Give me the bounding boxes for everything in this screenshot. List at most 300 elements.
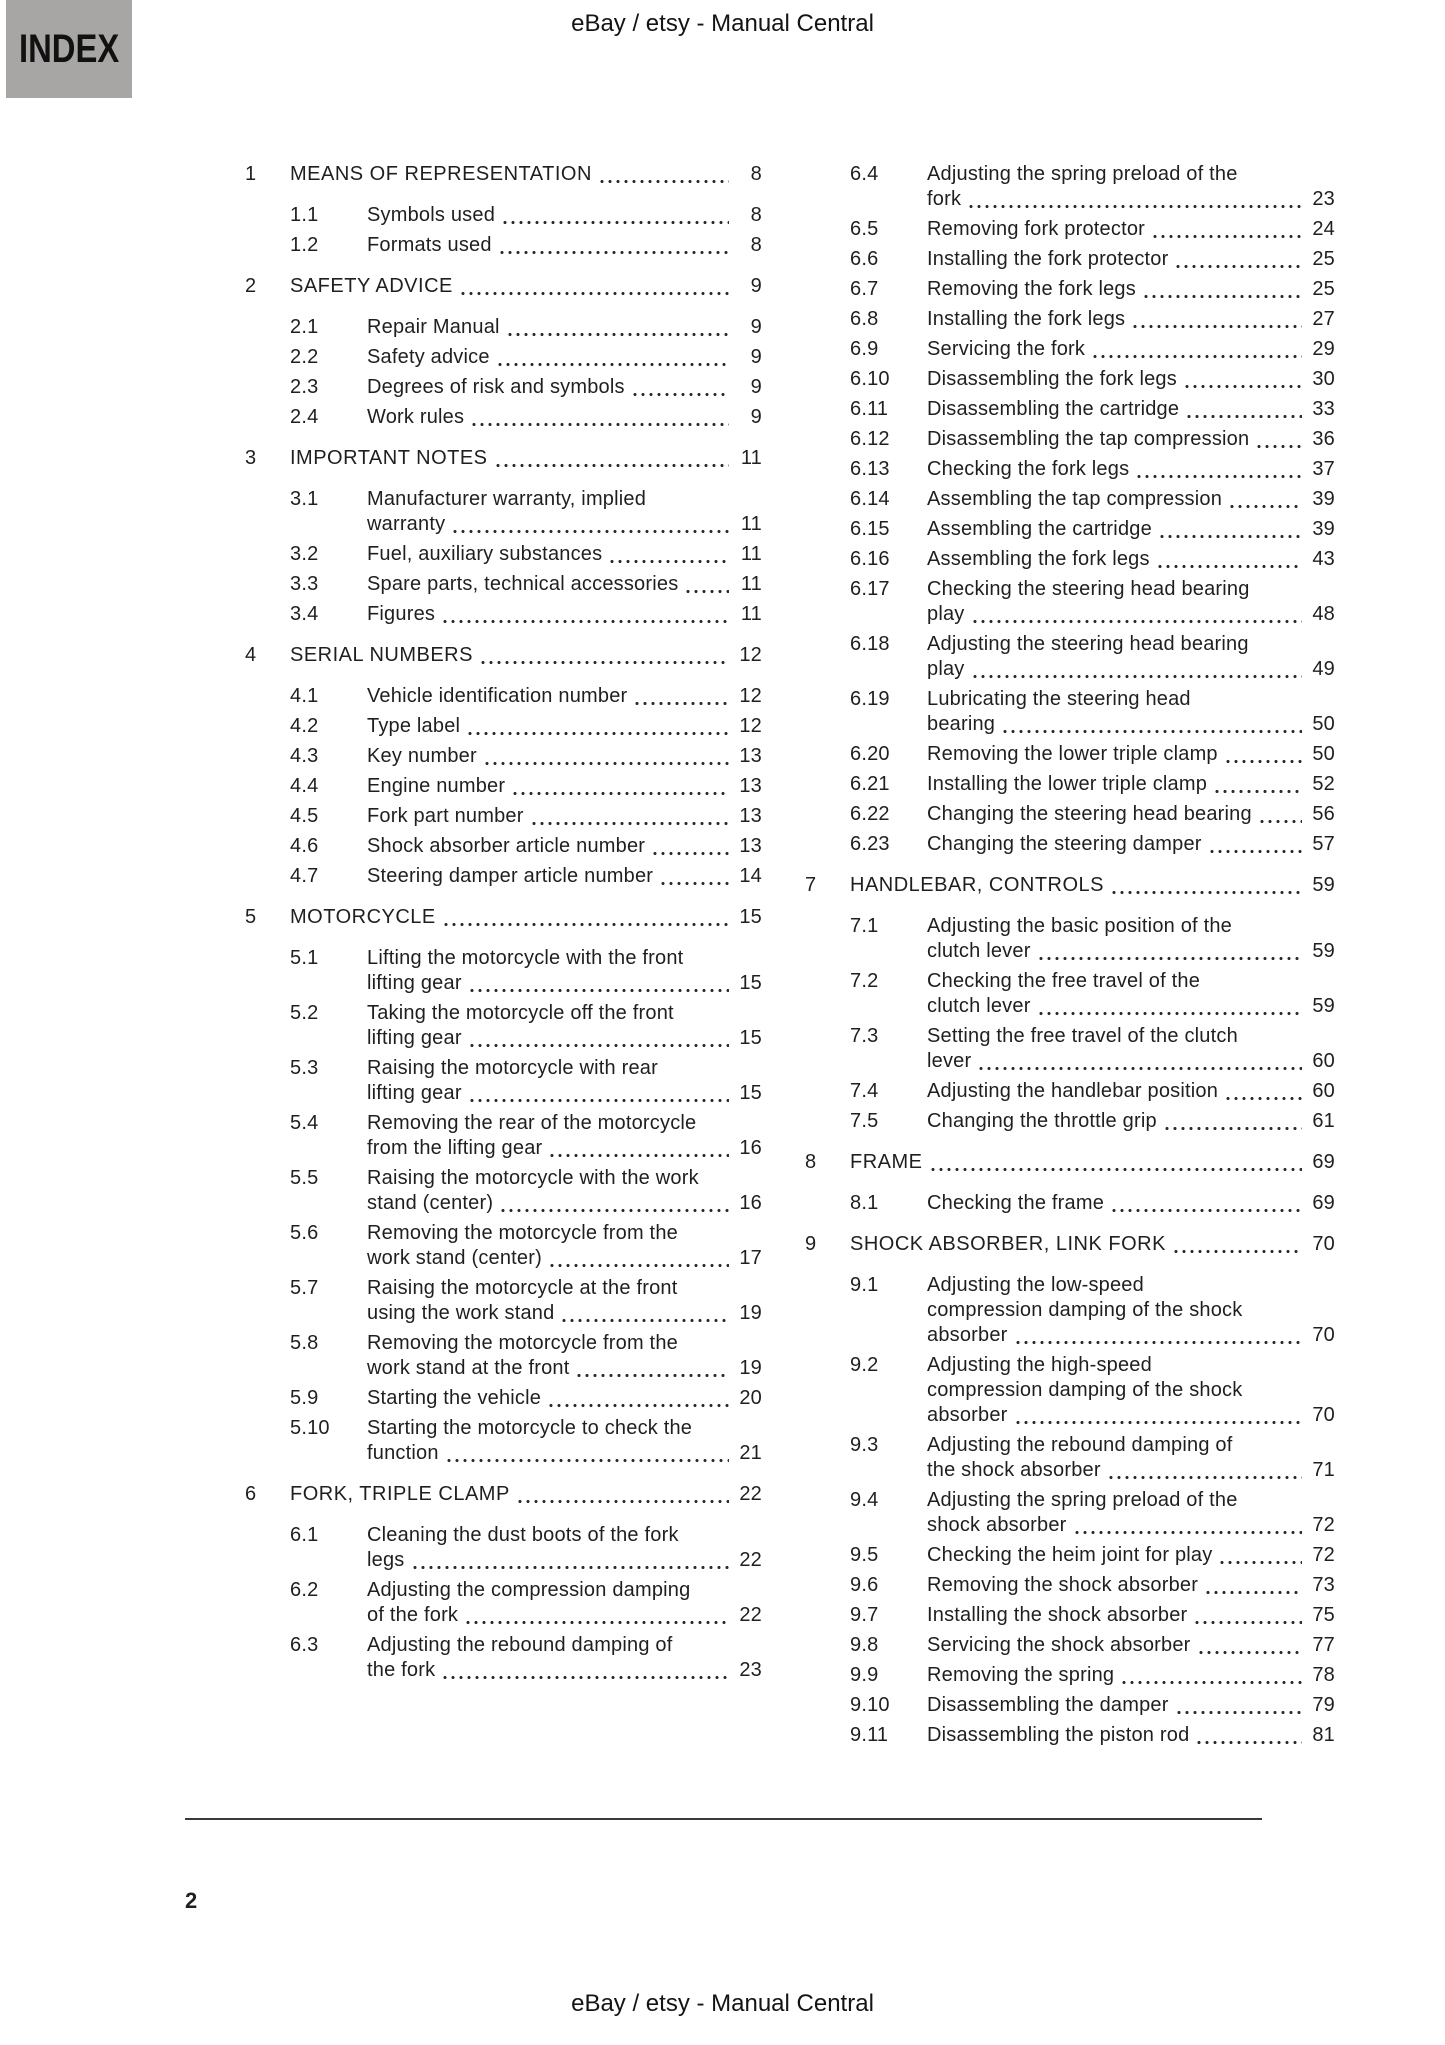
- entry-last-line: [367, 203, 762, 228]
- entry-title: bearing: [927, 713, 996, 735]
- entry-title: HANDLEBAR, CONTROLS: [850, 874, 1104, 896]
- dot-leader: [479, 660, 729, 665]
- entry-last-line: [927, 487, 1335, 512]
- entry-last-line: [290, 446, 762, 471]
- entry-page: 48: [1312, 603, 1335, 625]
- entry-last-line: [367, 405, 762, 430]
- entry-page: 50: [1312, 743, 1335, 765]
- entry-title: the shock absorber: [927, 1459, 1101, 1481]
- entry-body: [927, 1109, 1335, 1134]
- header-title: eBay / etsy - Manual Central: [571, 10, 874, 37]
- toc-entry: [245, 1386, 762, 1411]
- entry-last-line: [927, 217, 1335, 242]
- toc-entry: [245, 804, 762, 829]
- toc-entry: [805, 1543, 1335, 1568]
- entry-number: 6.9: [850, 338, 879, 360]
- entry-title-line: Adjusting the low-speed: [927, 1274, 1144, 1296]
- entry-page: 77: [1312, 1634, 1335, 1656]
- entry-page: 11: [740, 513, 762, 535]
- footer-title: eBay / etsy - Manual Central: [571, 1990, 874, 2017]
- entry-last-line: [927, 397, 1335, 422]
- entry-number: 6.13: [850, 458, 890, 480]
- entry-body: [367, 203, 762, 228]
- entry-number: 4.3: [290, 745, 319, 767]
- entry-body: [927, 687, 1335, 737]
- dot-leader: [459, 291, 729, 296]
- entry-body: [290, 274, 762, 299]
- dot-leader: [1218, 1560, 1302, 1565]
- entry-last-line: [927, 1049, 1335, 1074]
- toc-entry: [805, 914, 1335, 964]
- toc-entry: [245, 203, 762, 228]
- entry-number: 7.5: [850, 1110, 879, 1132]
- entry-page: 12: [739, 644, 762, 666]
- entry-page: 49: [1312, 658, 1335, 680]
- entry-title-line: Adjusting the basic position of the: [927, 915, 1232, 937]
- entry-number: 2.3: [290, 376, 319, 398]
- entry-body: [927, 397, 1335, 422]
- entry-page: 39: [1312, 488, 1335, 510]
- toc-entry: [245, 1001, 762, 1051]
- entry-last-line: [927, 1513, 1335, 1538]
- entry-number: 5.8: [290, 1332, 319, 1354]
- entry-title-line: Setting the free travel of the clutch: [927, 1025, 1238, 1047]
- entry-last-line: [367, 1136, 762, 1161]
- entry-title: Fork part number: [367, 805, 524, 827]
- entry-body: [927, 577, 1335, 627]
- dot-leader: [977, 1066, 1302, 1071]
- toc-entry: [245, 1221, 762, 1271]
- toc-entry: [245, 946, 762, 996]
- entry-title: clutch lever: [927, 995, 1031, 1017]
- entry-title: work stand (center): [367, 1247, 542, 1269]
- entry-title: shock absorber: [927, 1514, 1067, 1536]
- entry-body: [367, 946, 762, 996]
- toc-entry: [245, 542, 762, 567]
- dot-leader: [1258, 819, 1302, 824]
- dot-leader: [1142, 294, 1302, 299]
- entry-number: 5.6: [290, 1222, 319, 1244]
- entry-last-line: [927, 657, 1335, 682]
- entry-page: 12: [739, 685, 762, 707]
- dot-leader: [651, 851, 729, 856]
- entry-body: [927, 1488, 1335, 1538]
- entry-title: function: [367, 1442, 439, 1464]
- entry-last-line: [367, 714, 762, 739]
- entry-page: 81: [1312, 1724, 1335, 1746]
- entry-page: 15: [739, 1082, 762, 1104]
- entry-body: [927, 742, 1335, 767]
- entry-number: 6.1: [290, 1524, 319, 1546]
- toc-entry: [805, 742, 1335, 767]
- entry-body: [367, 1221, 762, 1271]
- entry-title: Assembling the cartridge: [927, 518, 1152, 540]
- toc-entry: [245, 1331, 762, 1381]
- entry-body: [927, 1723, 1335, 1748]
- entry-title: play: [927, 658, 965, 680]
- entry-last-line: [927, 1323, 1335, 1348]
- entry-last-line: [927, 1543, 1335, 1568]
- entry-number: 6.2: [290, 1579, 319, 1601]
- dot-leader: [1091, 354, 1302, 359]
- entry-body: [367, 315, 762, 340]
- entry-title: lifting gear: [367, 1027, 462, 1049]
- dot-leader: [547, 1403, 729, 1408]
- dot-leader: [501, 220, 729, 225]
- entry-title: Installing the lower triple clamp: [927, 773, 1208, 795]
- toc-entry: [805, 1488, 1335, 1538]
- entry-title: absorber: [927, 1404, 1008, 1426]
- entry-last-line: [927, 187, 1335, 212]
- entry-page: 16: [739, 1192, 762, 1214]
- dot-leader: [1110, 1208, 1302, 1213]
- toc-entry: [805, 1273, 1335, 1348]
- entry-body: [927, 457, 1335, 482]
- toc-entry: [245, 572, 762, 597]
- dot-leader: [1014, 1340, 1302, 1345]
- entry-title: using the work stand: [367, 1302, 555, 1324]
- entry-body: [290, 162, 762, 187]
- entry-last-line: [927, 1723, 1335, 1748]
- entry-page: 57: [1312, 833, 1335, 855]
- toc-entry: [245, 1056, 762, 1106]
- dot-leader: [1037, 1011, 1302, 1016]
- entry-last-line: [850, 1232, 1335, 1257]
- toc-entry: [805, 1353, 1335, 1428]
- entry-title: Removing the fork legs: [927, 278, 1136, 300]
- entry-page: 60: [1312, 1050, 1335, 1072]
- dot-leader: [1172, 1249, 1302, 1254]
- entry-body: [927, 307, 1335, 332]
- entry-page: 59: [1312, 940, 1335, 962]
- entry-page: 75: [1312, 1604, 1335, 1626]
- dot-leader: [971, 674, 1303, 679]
- entry-body: [927, 337, 1335, 362]
- entry-body: [927, 1024, 1335, 1074]
- toc-entry: [805, 397, 1335, 422]
- entry-title: stand (center): [367, 1192, 494, 1214]
- dot-leader: [516, 1499, 729, 1504]
- entry-title: Disassembling the tap compression: [927, 428, 1250, 450]
- toc-entry: [245, 315, 762, 340]
- entry-body: [367, 1056, 762, 1106]
- entry-number: 9.8: [850, 1634, 879, 1656]
- entry-number: 9.5: [850, 1544, 879, 1566]
- entry-title: Key number: [367, 745, 477, 767]
- toc-entry: [245, 1523, 762, 1573]
- entry-page: 19: [739, 1302, 762, 1324]
- entry-page: 70: [1312, 1404, 1335, 1426]
- entry-last-line: [927, 742, 1335, 767]
- entry-number: 1: [245, 163, 257, 185]
- dot-leader: [1001, 729, 1302, 734]
- dot-leader: [494, 463, 729, 468]
- entry-number: 6.6: [850, 248, 879, 270]
- entry-last-line: [927, 772, 1335, 797]
- entry-number: 9.1: [850, 1274, 879, 1296]
- entry-body: [290, 905, 762, 930]
- entry-number: 6: [245, 1483, 257, 1505]
- entry-last-line: [850, 873, 1335, 898]
- toc-entry: [805, 1191, 1335, 1216]
- entry-number: 9.11: [850, 1724, 889, 1746]
- entry-title: Steering damper article number: [367, 865, 654, 887]
- entry-number: 6.3: [290, 1634, 319, 1656]
- entry-page: 19: [739, 1357, 762, 1379]
- toc-entry: [805, 1573, 1335, 1598]
- entry-body: [367, 1578, 762, 1628]
- dot-leader: [1195, 1740, 1302, 1745]
- entry-last-line: [927, 802, 1335, 827]
- entry-page: 11: [740, 573, 762, 595]
- entry-body: [927, 832, 1335, 857]
- dot-leader: [468, 1043, 729, 1048]
- entry-page: 21: [739, 1442, 762, 1464]
- entry-body: [367, 1386, 762, 1411]
- toc-entry: [805, 1663, 1335, 1688]
- entry-last-line: [367, 1658, 762, 1683]
- entry-number: 2.4: [290, 406, 319, 428]
- entry-last-line: [927, 712, 1335, 737]
- dot-leader: [466, 731, 729, 736]
- entry-last-line: [367, 1026, 762, 1051]
- entry-page: 9: [750, 376, 762, 398]
- entry-title: Checking the heim joint for play: [927, 1544, 1213, 1566]
- entry-title: Disassembling the damper: [927, 1694, 1169, 1716]
- entry-number: 6.17: [850, 578, 890, 600]
- entry-title: Safety advice: [367, 346, 490, 368]
- dot-leader: [1107, 1475, 1302, 1480]
- entry-last-line: [367, 684, 762, 709]
- entry-number: 4: [245, 644, 257, 666]
- entry-number: 5.1: [290, 947, 319, 969]
- toc-column-right: [805, 162, 1335, 1748]
- entry-title-line: Removing the motorcycle from the: [367, 1222, 678, 1244]
- entry-title: work stand at the front: [367, 1357, 570, 1379]
- entry-number: 7.2: [850, 970, 879, 992]
- entry-page: 52: [1312, 773, 1335, 795]
- entry-number: 5: [245, 906, 257, 928]
- entry-title-line: Adjusting the steering head bearing: [927, 633, 1249, 655]
- entry-last-line: [927, 337, 1335, 362]
- page-number: 2: [185, 1888, 198, 1913]
- entry-page: 13: [739, 775, 762, 797]
- entry-body: [927, 367, 1335, 392]
- entry-number: 5.5: [290, 1167, 319, 1189]
- entry-title: the fork: [367, 1659, 436, 1681]
- footer-divider: [185, 1818, 1262, 1820]
- entry-title: Installing the fork protector: [927, 248, 1169, 270]
- entry-page: 39: [1312, 518, 1335, 540]
- toc-entry: [805, 1633, 1335, 1658]
- entry-number: 5.9: [290, 1387, 319, 1409]
- entry-title: fork: [927, 188, 962, 210]
- toc-entry: [805, 632, 1335, 682]
- entry-number: 6.21: [850, 773, 890, 795]
- entry-number: 8.1: [850, 1192, 879, 1214]
- entry-body: [367, 684, 762, 709]
- toc-entry: [805, 1150, 1335, 1175]
- entry-number: 6.16: [850, 548, 890, 570]
- entry-title-line: compression damping of the shock: [927, 1299, 1243, 1321]
- entry-title: legs: [367, 1549, 405, 1571]
- entry-body: [927, 1663, 1335, 1688]
- dot-leader: [1175, 1710, 1302, 1715]
- entry-title: Work rules: [367, 406, 465, 428]
- entry-body: [367, 1276, 762, 1326]
- dot-leader: [1204, 1590, 1302, 1595]
- entry-last-line: [367, 1356, 762, 1381]
- entry-page: 50: [1312, 713, 1335, 735]
- entry-number: 5.3: [290, 1057, 319, 1079]
- toc-entry: [805, 832, 1335, 857]
- entry-page: 22: [739, 1604, 762, 1626]
- dot-leader: [1224, 1096, 1302, 1101]
- entry-page: 56: [1312, 803, 1335, 825]
- toc-entry: [805, 247, 1335, 272]
- entry-number: 6.22: [850, 803, 890, 825]
- entry-page: 70: [1312, 1233, 1335, 1255]
- entry-body: [927, 1433, 1335, 1483]
- entry-number: 6.19: [850, 688, 890, 710]
- entry-body: [927, 969, 1335, 1019]
- entry-last-line: [367, 1386, 762, 1411]
- toc-entry: [245, 345, 762, 370]
- entry-title: Removing fork protector: [927, 218, 1146, 240]
- entry-page: 8: [750, 163, 762, 185]
- entry-page: 72: [1312, 1544, 1335, 1566]
- entry-body: [927, 1353, 1335, 1428]
- entry-number: 2.2: [290, 346, 319, 368]
- entry-number: 3.1: [290, 488, 319, 510]
- entry-title: Servicing the shock absorber: [927, 1634, 1191, 1656]
- entry-number: 9.2: [850, 1354, 879, 1376]
- entry-body: [367, 714, 762, 739]
- entry-body: [927, 1633, 1335, 1658]
- toc-entry: [805, 1109, 1335, 1134]
- toc-entry: [805, 772, 1335, 797]
- entry-title: play: [927, 603, 965, 625]
- entry-last-line: [290, 274, 762, 299]
- dot-leader: [548, 1263, 729, 1268]
- dot-leader: [496, 362, 729, 367]
- dot-leader: [1135, 474, 1302, 479]
- entry-last-line: [367, 1246, 762, 1271]
- entry-title: MOTORCYCLE: [290, 906, 436, 928]
- dot-leader: [464, 1620, 729, 1625]
- entry-page: 12: [739, 715, 762, 737]
- entry-page: 24: [1312, 218, 1335, 240]
- dot-leader: [1110, 890, 1302, 895]
- entry-title: lever: [927, 1050, 972, 1072]
- entry-number: 6.18: [850, 633, 890, 655]
- entry-last-line: [367, 1301, 762, 1326]
- dot-leader: [631, 392, 729, 397]
- entry-number: 4.4: [290, 775, 319, 797]
- entry-page: 27: [1312, 308, 1335, 330]
- dot-leader: [1213, 789, 1302, 794]
- entry-title: Changing the steering damper: [927, 833, 1202, 855]
- dot-leader: [441, 1675, 729, 1680]
- dot-leader: [468, 1098, 729, 1103]
- entry-title: Formats used: [367, 234, 492, 256]
- toc-column-left: [245, 162, 762, 1683]
- entry-body: [927, 802, 1335, 827]
- entry-last-line: [927, 1079, 1335, 1104]
- dot-leader: [1156, 564, 1302, 569]
- dot-leader: [506, 332, 729, 337]
- entry-title: SHOCK ABSORBER, LINK FORK: [850, 1233, 1166, 1255]
- entry-last-line: [290, 162, 762, 187]
- entry-body: [367, 345, 762, 370]
- entry-page: 70: [1312, 1324, 1335, 1346]
- entry-title: warranty: [367, 513, 446, 535]
- entry-body: [367, 864, 762, 889]
- entry-body: [367, 774, 762, 799]
- dot-leader: [451, 529, 729, 534]
- entry-number: 6.4: [850, 163, 879, 185]
- dot-leader: [1185, 414, 1302, 419]
- toc-entry: [245, 375, 762, 400]
- entry-last-line: [367, 345, 762, 370]
- dot-leader: [1208, 849, 1302, 854]
- toc-entry: [245, 1111, 762, 1161]
- entry-number: 4.6: [290, 835, 319, 857]
- entry-page: 29: [1312, 338, 1335, 360]
- toc-entry: [805, 427, 1335, 452]
- entry-title-line: Starting the motorcycle to check the: [367, 1417, 693, 1439]
- entry-title: Installing the fork legs: [927, 308, 1126, 330]
- dot-leader: [1224, 759, 1302, 764]
- dot-leader: [1120, 1680, 1302, 1685]
- entry-title: Disassembling the cartridge: [927, 398, 1180, 420]
- entry-page: 11: [740, 603, 762, 625]
- dot-leader: [511, 791, 729, 796]
- entry-title: Spare parts, technical accessories: [367, 573, 679, 595]
- toc-entry: [805, 162, 1335, 212]
- entry-title: MEANS OF REPRESENTATION: [290, 163, 592, 185]
- entry-body: [367, 804, 762, 829]
- entry-number: 3: [245, 447, 257, 469]
- entry-page: 30: [1312, 368, 1335, 390]
- entry-title-line: Lubricating the steering head: [927, 688, 1191, 710]
- entry-number: 7.3: [850, 1025, 879, 1047]
- entry-page: 79: [1312, 1694, 1335, 1716]
- entry-title-line: Adjusting the compression damping: [367, 1579, 691, 1601]
- entry-page: 72: [1312, 1514, 1335, 1536]
- entry-title: IMPORTANT NOTES: [290, 447, 488, 469]
- entry-page: 69: [1312, 1192, 1335, 1214]
- entry-number: 4.5: [290, 805, 319, 827]
- entry-body: [927, 1693, 1335, 1718]
- entry-body: [927, 1191, 1335, 1216]
- entry-number: 3.4: [290, 603, 319, 625]
- dot-leader: [633, 701, 729, 706]
- entry-title: Figures: [367, 603, 436, 625]
- dot-leader: [1131, 324, 1302, 329]
- entry-last-line: [927, 307, 1335, 332]
- entry-last-line: [367, 233, 762, 258]
- toc-entry: [245, 233, 762, 258]
- entry-number: 3.3: [290, 573, 319, 595]
- toc-entry: [245, 714, 762, 739]
- toc-entry: [805, 367, 1335, 392]
- dot-leader: [560, 1318, 729, 1323]
- entry-page: 37: [1312, 458, 1335, 480]
- entry-body: [367, 744, 762, 769]
- dot-leader: [548, 1153, 729, 1158]
- entry-page: 9: [750, 346, 762, 368]
